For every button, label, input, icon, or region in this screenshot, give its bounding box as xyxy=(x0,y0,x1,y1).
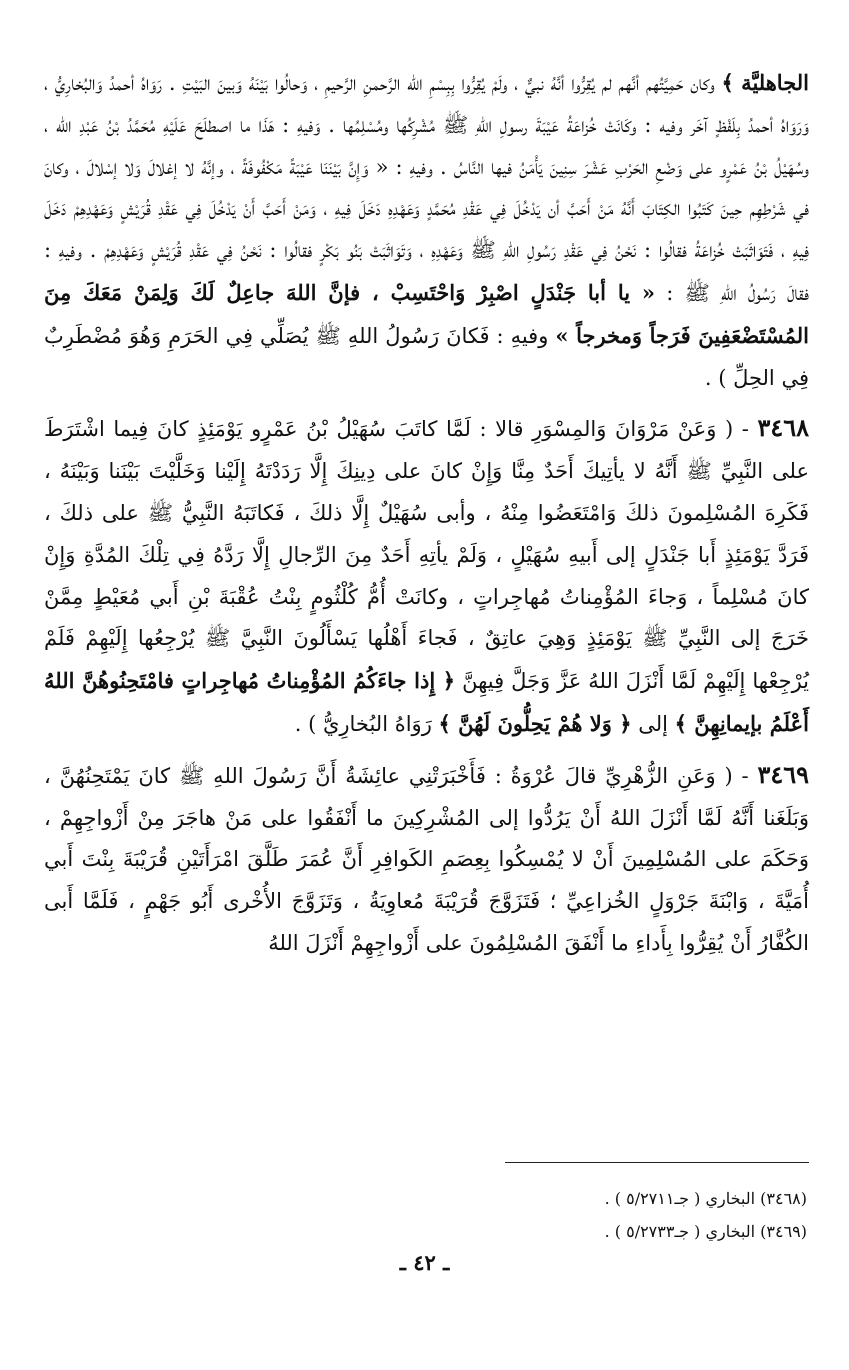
hadith-3468 xyxy=(44,407,809,745)
hadith-number: ٣٤٦٩ xyxy=(757,759,809,789)
prophet-quote: « يا أبا جَنْدَلٍ اصْبِرْ وَاحْتَسِبْ ، فإنَّ اللهَ جاعِلٌ لَكَ وَلِمَنْ مَعَكَ مِنَ المُسْتَضْعَفِينَ فَرَجاً وَمخرجاً » xyxy=(44,279,809,348)
paragraph-continuation xyxy=(44,62,809,399)
body-text: وفيهِ : فَكانَ رَسُولُ اللهِ ﷺ يُصَلِّي فِي الحَرَمِ وَهُوَ مُضْطَرِبٌ فِي الحِلِّ ) . xyxy=(44,323,809,390)
quran-phrase: الجاهليَّة ﴾ xyxy=(721,70,809,95)
footnote: (٣٤٦٨) البخاري ( جـ٥/٢٧١١ ) . xyxy=(604,1189,807,1208)
body-text: وكان حَمِيَّتُهم أنَّهم لم يُقِرُّوا أنَّهُ نبيٌّ ، ولَمْ يُقِرُّوا بِبِسْمِ الله الرَّحمنِ الرَّحيمِ ، وَحالُوا بَيْنَهُ وَبينَ البَيْتِ . رَوَاهُ أحمدُ وَالبُخارِيُّ ، وَرَوَاهُ أحمدُ بِلَفْظٍ آخَر وفيه : وكَانَتْ خُزاعَةُ عَيْبَةَ رسولِ اللهِ ﷺ مُشْرِكُها ومُسْلِمُها . وَفيهِ : هَذَا ما اصطلَحَ عَلَيْهِ مُحَمَّدُ بْنُ عَبْدِ الله ، وسُهَيْلُ بْنُ عَمْرٍو على وَضْعِ الحَرْبِ عَشْرَ سِنِينَ يَأْمَنُ فيها النَّاسُ . وفيهِ : « وَإِنَّ بَيْنَنَا عَيْبَةً مَكْفُوفَةً ، وإنَّهُ لا إغلالَ وَلا إسْلالَ ، وكانَ في شَرْطِهِم حِينَ كَتَبُوا الكِتَابَ أَنَّهُ مَنْ أَحَبَّ أن يَدْخُلَ فِي عَقْدِ مُحَمَّدٍ وَعَهْدِهِ دَخَلَ فِيهِ ، وَمَنْ أَحَبَّ أَنْ يَدْخُلَ فِي عَقْدِ قُرَيْشٍ وَعَهْدِهِمْ دَخَلَ فِيهِ ، فَتَوَاثَبَتْ خُزاعَةُ فقالُوا : نَحْنُ فِي عَقْدِ رَسُولِ اللهِ ﷺ وَعَهْدِهِ ، وَتَوَاثَبَتْ بَنُو بَكْرٍ فقالُوا : نَحْنُ فِي عَقْدِ قُرَيْشٍ وَعَهْدِهِمْ . وفيهِ : فقالَ رَسُولُ اللهِ ﷺ : xyxy=(44,71,809,305)
body-text: - ( وَعَنْ مَرْوَانَ وَالمِسْوَرِ قالا : لَمَّا كاتَبَ سُهَيْلُ بْنُ عَمْرٍو يَوْمَئِذٍ كانَ فِيما اشْتَرَطَ على النَّبِيِّ ﷺ أَنَّهُ لا يأتِيكَ أَحَدٌ مِنَّا وَإِنْ كانَ على دِينِكَ إِلَّا رَدَدْتَهُ إِلَيْنا وَخَلَّيْتَ بَيْنَنا وَبَيْنَهُ ، فَكَرِهَ المُسْلِمونَ ذلكَ وَامْتَعَضُوا مِنْهُ ، وأبى سُهَيْلٌ إِلَّا ذلكَ ، فَكاتَبَهُ النَّبِيُّ ﷺ على ذلكَ ، فَرَدَّ يَوْمَئِذٍ أَبا جَنْدَلٍ إلى أَبيهِ سُهَيْلٍ ، وَلَمْ يأتِهِ أَحَدٌ مِنَ الرِّجالِ إِلَّا رَدَّهُ فِي تِلْكَ المُدَّةِ وَإِنْ كانَ مُسْلِماً ، وَجاءَ المُؤْمِناتُ مُهاجِراتٍ ، وكانَتْ أُمُّ كُلْثُومٍ بِنْتُ عُقْبَةَ بْنِ أَبي مُعَيْطٍ مِمَّنْ خَرَجَ إلى النَّبِيِّ ﷺ يَوْمَئِذٍ وَهِيَ عاتِقٌ ، فَجاءَ أَهْلُها يَسْأَلُونَ النَّبِيَّ ﷺ يُرْجِعُها إِلَيْهِمْ فَلَمْ يُرْجِعْها إِلَيْهِمْ لَمَّا أَنْزَلَ اللهُ عَزَّ وَجَلَّ فِيهِنَّ xyxy=(44,417,809,694)
body-text: - ( وَعَنِ الزُّهْرِيِّ قالَ عُرْوَةُ : فَأَخْبَرَتْنِي عائِشَةُ أَنَّ رَسُولَ اللهِ ﷺ كانَ يَمْتَحِنُهُنَّ ، وَبَلَغَنا أَنَّهُ لَمَّا أَنْزَلَ اللهُ أَنْ يَرُدُّوا إلى المُشْرِكِينَ ما أَنْفَقُوا على مَنْ هاجَرَ مِنْ أَزْواجِهِمْ ، وَحَكَمَ على المُسْلِمِينَ أَنْ لا يُمْسِكُوا بِعِصَمِ الكَوافِرِ أَنَّ عُمَرَ طَلَّقَ امْرَأَتَيْنِ قُرَيْبَةَ بِنْتَ أَبي أُمَيَّةَ ، وَابْنَةَ جَرْوَلٍ الخُزاعِيِّ ؛ فَتَزَوَّجَ قُرَيْبَةَ مُعاوِيَةُ ، وَتَزَوَّجَ الأُخْرى أَبُو جَهْمٍ ، فَلَمَّا أَبى الكُفَّارُ أَنْ يُقِرُّوا بِأَداءِ ما أَنْفَقَ المُسْلِمُونَ على أَزْواجِهِمْ أَنْزَلَ اللهُ xyxy=(44,763,809,955)
hadith-3469 xyxy=(44,754,809,965)
page-number: ـ ٤٢ ـ xyxy=(399,1250,450,1275)
body-text: إلى xyxy=(631,711,675,736)
footnotes xyxy=(307,1182,807,1248)
main-text xyxy=(44,62,809,965)
body-text: رَوَاهُ البُخارِيُّ ) . xyxy=(294,711,439,736)
quran-verse: ﴿ إِذا جاءَكُمُ المُؤْمِناتُ مُهاجِراتٍ فامْتَحِنُوهُنَّ اللهُ أَعْلَمُ بإيمانِهِنَّ ﴾ xyxy=(44,668,809,736)
footnote: (٣٤٦٩) البخاري ( جـ٥/٢٧٣٣ ) . xyxy=(604,1222,807,1241)
hadith-number: ٣٤٦٨ xyxy=(757,413,809,443)
quran-verse: ﴿ وَلا هُمْ يَحِلُّونَ لَهُنَّ ﴾ xyxy=(438,710,632,736)
footnote-divider xyxy=(505,1162,809,1163)
